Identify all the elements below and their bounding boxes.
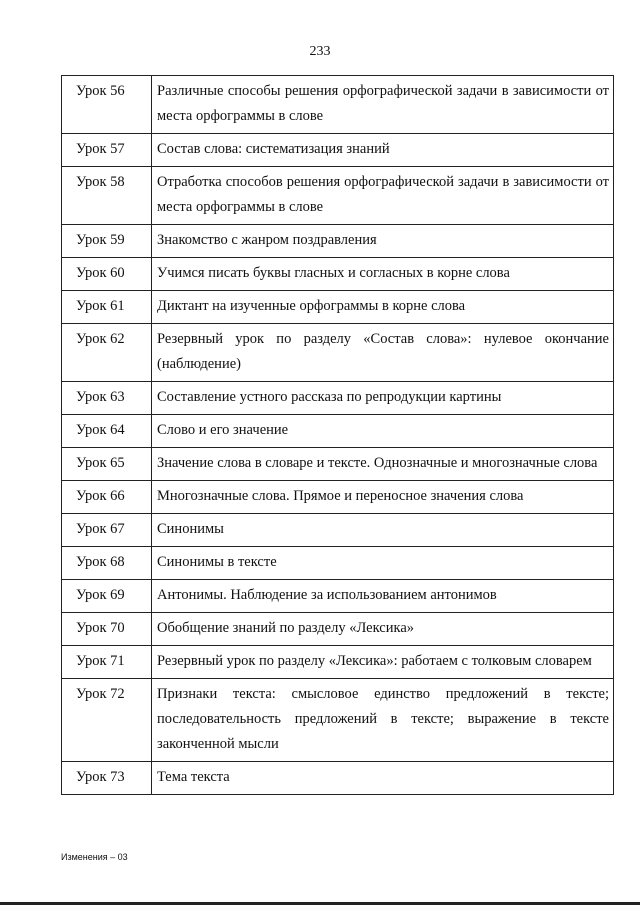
table-row xyxy=(62,134,614,167)
table-row xyxy=(62,258,614,291)
table-row xyxy=(62,225,614,258)
lesson-number-cell: Урок 59 xyxy=(62,225,152,258)
lesson-number-cell: Урок 66 xyxy=(62,481,152,514)
table-row xyxy=(62,481,614,514)
lesson-topic-cell: Различные способы решения орфографической задачи в зависимости от места орфограммы в слове xyxy=(152,76,614,134)
lesson-number-cell: Урок 68 xyxy=(62,547,152,580)
table-row xyxy=(62,679,614,762)
table-row xyxy=(62,580,614,613)
lesson-topic-cell: Резервный урок по разделу «Состав слова»: нулевое окончание (наблюдение) xyxy=(152,324,614,382)
lesson-number-cell: Урок 61 xyxy=(62,291,152,324)
table-row xyxy=(62,646,614,679)
table-row xyxy=(62,547,614,580)
lesson-number-cell: Урок 73 xyxy=(62,762,152,795)
lesson-number-cell: Урок 63 xyxy=(62,382,152,415)
lesson-number-cell: Урок 70 xyxy=(62,613,152,646)
table-row xyxy=(62,382,614,415)
lesson-plan-table xyxy=(61,75,614,795)
lesson-topic-cell: Состав слова: систематизация знаний xyxy=(152,134,614,167)
lesson-topic-cell: Диктант на изученные орфограммы в корне слова xyxy=(152,291,614,324)
lesson-number-cell: Урок 72 xyxy=(62,679,152,762)
page-number: 233 xyxy=(309,44,331,59)
table-row xyxy=(62,514,614,547)
table-row xyxy=(62,415,614,448)
table-row xyxy=(62,291,614,324)
lesson-topic-cell: Многозначные слова. Прямое и переносное значения слова xyxy=(152,481,614,514)
lesson-topic-cell: Резервный урок по разделу «Лексика»: работаем с толковым словарем xyxy=(152,646,614,679)
footer-revision-note: Изменения – 03 xyxy=(61,852,128,862)
lesson-number-cell: Урок 67 xyxy=(62,514,152,547)
table-row xyxy=(62,324,614,382)
table-row xyxy=(62,448,614,481)
lesson-topic-cell: Признаки текста: смысловое единство предложений в тексте; последовательность предложений в тексте; выражение в тексте законченной мысли xyxy=(152,679,614,762)
table-row xyxy=(62,762,614,795)
lesson-number-cell: Урок 69 xyxy=(62,580,152,613)
lesson-number-cell: Урок 62 xyxy=(62,324,152,382)
lesson-topic-cell: Слово и его значение xyxy=(152,415,614,448)
lesson-number-cell: Урок 64 xyxy=(62,415,152,448)
lesson-topic-cell: Синонимы в тексте xyxy=(152,547,614,580)
lesson-topic-cell: Знакомство с жанром поздравления xyxy=(152,225,614,258)
lesson-topic-cell: Значение слова в словаре и тексте. Однозначные и многозначные слова xyxy=(152,448,614,481)
lesson-topic-cell: Составление устного рассказа по репродукции картины xyxy=(152,382,614,415)
lesson-topic-cell: Синонимы xyxy=(152,514,614,547)
lesson-number-cell: Урок 65 xyxy=(62,448,152,481)
lesson-number-cell: Урок 56 xyxy=(62,76,152,134)
lesson-topic-cell: Антонимы. Наблюдение за использованием антонимов xyxy=(152,580,614,613)
lesson-number-cell: Урок 57 xyxy=(62,134,152,167)
lesson-number-cell: Урок 58 xyxy=(62,167,152,225)
table-row xyxy=(62,613,614,646)
lesson-topic-cell: Учимся писать буквы гласных и согласных в корне слова xyxy=(152,258,614,291)
lesson-topic-cell: Обобщение знаний по разделу «Лексика» xyxy=(152,613,614,646)
table-row xyxy=(62,76,614,134)
lesson-table-body xyxy=(62,76,614,795)
table-row xyxy=(62,167,614,225)
lesson-number-cell: Урок 71 xyxy=(62,646,152,679)
lesson-topic-cell: Отработка способов решения орфографической задачи в зависимости от места орфограммы в слове xyxy=(152,167,614,225)
lesson-topic-cell: Тема текста xyxy=(152,762,614,795)
lesson-number-cell: Урок 60 xyxy=(62,258,152,291)
